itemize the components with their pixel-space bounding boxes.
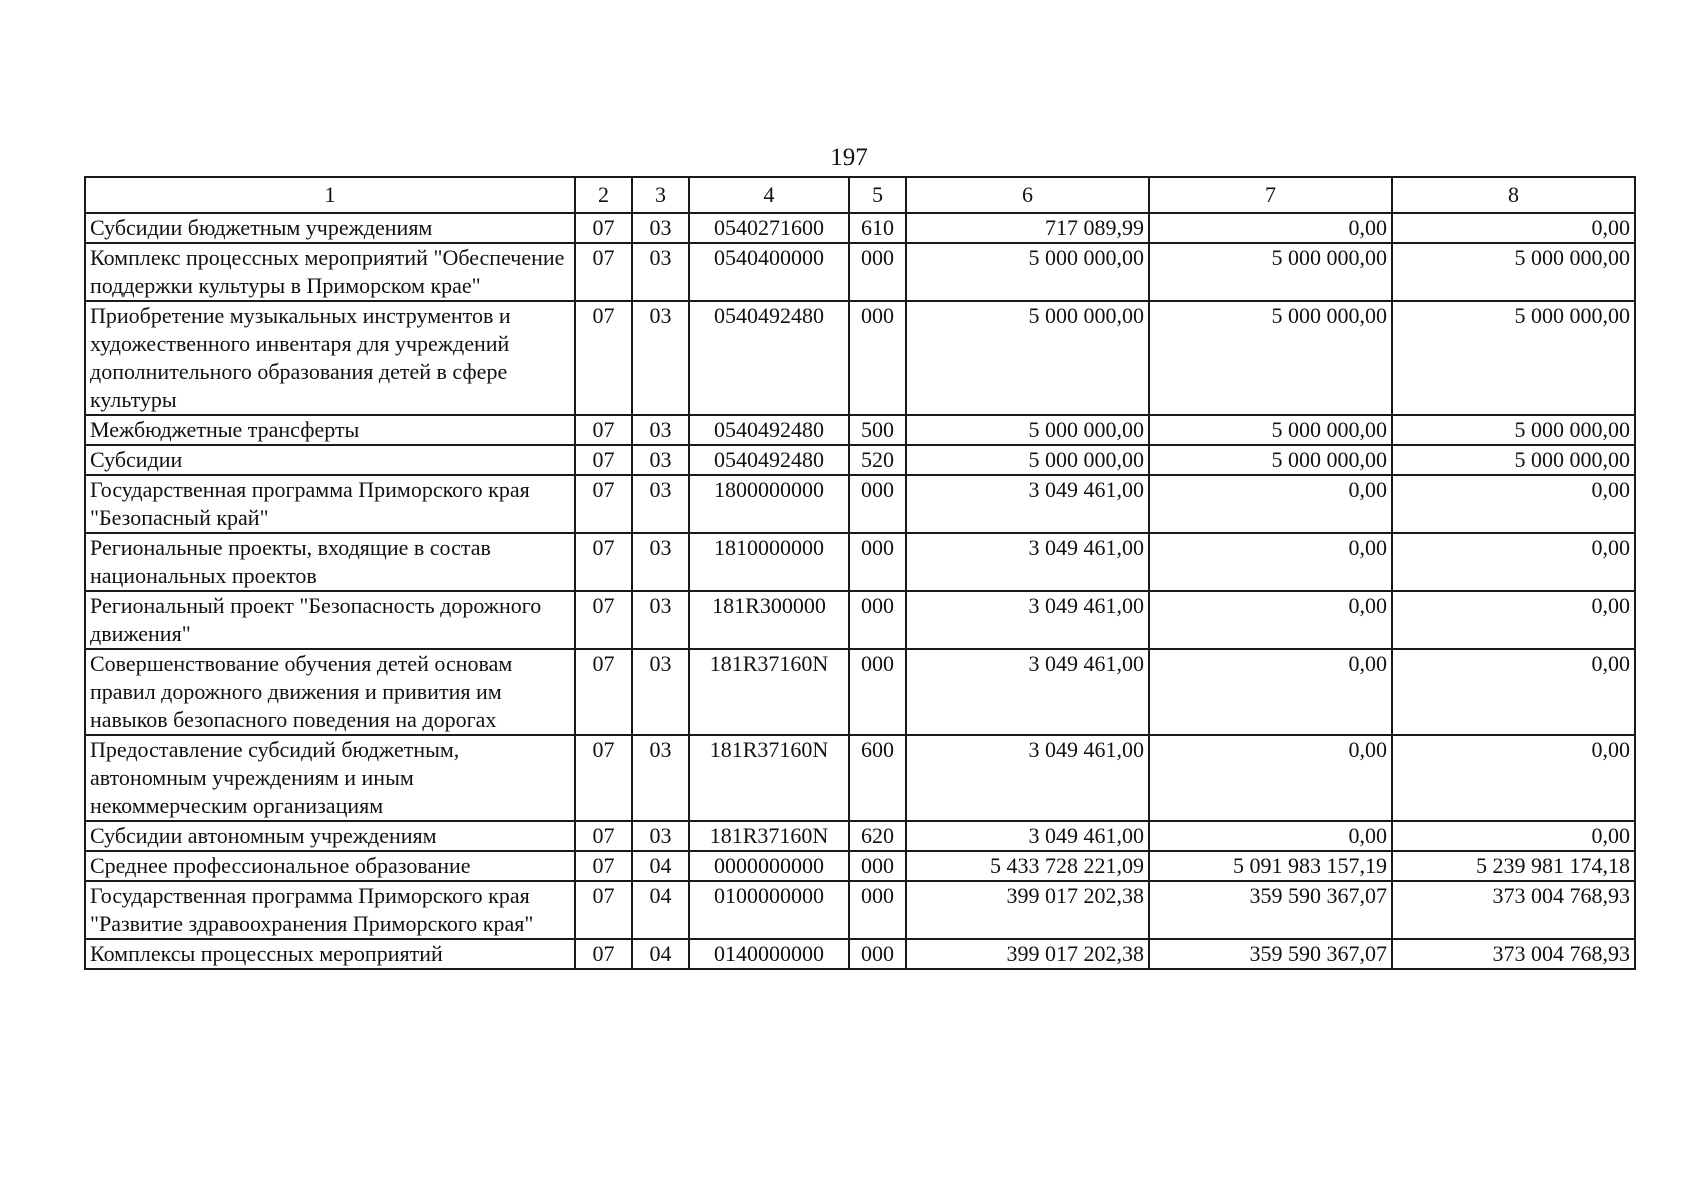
amount-col6-cell: 3 049 461,00	[906, 591, 1149, 649]
expense-type-cell: 000	[849, 649, 906, 735]
target-article-cell: 1810000000	[689, 533, 849, 591]
section-code-cell: 07	[575, 591, 632, 649]
amount-col6-cell: 3 049 461,00	[906, 533, 1149, 591]
amount-col6-cell: 5 000 000,00	[906, 243, 1149, 301]
amount-col6-cell: 5 000 000,00	[906, 301, 1149, 415]
subsection-code-cell: 03	[632, 821, 689, 851]
subsection-code-cell: 03	[632, 301, 689, 415]
amount-col8-cell: 5 000 000,00	[1392, 445, 1635, 475]
target-article-cell: 0540492480	[689, 415, 849, 445]
table-row	[85, 243, 1635, 301]
table-header-row	[85, 177, 1635, 213]
amount-col7-cell: 5 000 000,00	[1149, 301, 1392, 415]
row-name-cell: Комплексы процессных мероприятий	[85, 939, 575, 969]
target-article-cell: 0100000000	[689, 881, 849, 939]
amount-col7-cell: 359 590 367,07	[1149, 939, 1392, 969]
amount-col8-cell: 373 004 768,93	[1392, 939, 1635, 969]
amount-col8-cell: 5 000 000,00	[1392, 301, 1635, 415]
column-header: 3	[632, 177, 689, 213]
row-name-cell: Предоставление субсидий бюджетным, автономным учреждениям и иным некоммерческим организациям	[85, 735, 575, 821]
target-article-cell: 181R37160N	[689, 821, 849, 851]
amount-col6-cell: 3 049 461,00	[906, 475, 1149, 533]
amount-col7-cell: 0,00	[1149, 821, 1392, 851]
subsection-code-cell: 04	[632, 851, 689, 881]
table-row	[85, 533, 1635, 591]
row-name-cell: Субсидии автономным учреждениям	[85, 821, 575, 851]
row-name-cell: Совершенствование обучения детей основам правил дорожного движения и привития им навыков безопасного поведения на дорогах	[85, 649, 575, 735]
target-article-cell: 181R37160N	[689, 649, 849, 735]
expense-type-cell: 000	[849, 881, 906, 939]
row-name-cell: Государственная программа Приморского края "Развитие здравоохранения Приморского края"	[85, 881, 575, 939]
section-code-cell: 07	[575, 243, 632, 301]
expense-type-cell: 000	[849, 939, 906, 969]
expense-type-cell: 000	[849, 533, 906, 591]
subsection-code-cell: 03	[632, 243, 689, 301]
expense-type-cell: 600	[849, 735, 906, 821]
row-name-cell: Среднее профессиональное образование	[85, 851, 575, 881]
table-row	[85, 735, 1635, 821]
amount-col8-cell: 0,00	[1392, 213, 1635, 243]
column-header: 2	[575, 177, 632, 213]
budget-table	[84, 176, 1636, 970]
amount-col7-cell: 0,00	[1149, 533, 1392, 591]
amount-col8-cell: 5 239 981 174,18	[1392, 851, 1635, 881]
target-article-cell: 0540492480	[689, 301, 849, 415]
section-code-cell: 07	[575, 301, 632, 415]
row-name-cell: Субсидии бюджетным учреждениям	[85, 213, 575, 243]
table-row	[85, 415, 1635, 445]
target-article-cell: 1800000000	[689, 475, 849, 533]
table-row	[85, 301, 1635, 415]
table-row	[85, 851, 1635, 881]
amount-col6-cell: 5 000 000,00	[906, 415, 1149, 445]
amount-col8-cell: 0,00	[1392, 821, 1635, 851]
amount-col6-cell: 5 433 728 221,09	[906, 851, 1149, 881]
amount-col6-cell: 717 089,99	[906, 213, 1149, 243]
subsection-code-cell: 03	[632, 213, 689, 243]
amount-col7-cell: 5 091 983 157,19	[1149, 851, 1392, 881]
table-row	[85, 939, 1635, 969]
amount-col6-cell: 3 049 461,00	[906, 735, 1149, 821]
expense-type-cell: 000	[849, 243, 906, 301]
section-code-cell: 07	[575, 939, 632, 969]
target-article-cell: 0140000000	[689, 939, 849, 969]
column-header: 8	[1392, 177, 1635, 213]
section-code-cell: 07	[575, 475, 632, 533]
row-name-cell: Региональные проекты, входящие в состав национальных проектов	[85, 533, 575, 591]
expense-type-cell: 610	[849, 213, 906, 243]
target-article-cell: 181R300000	[689, 591, 849, 649]
expense-type-cell: 620	[849, 821, 906, 851]
section-code-cell: 07	[575, 533, 632, 591]
amount-col7-cell: 5 000 000,00	[1149, 445, 1392, 475]
row-name-cell: Государственная программа Приморского края "Безопасный край"	[85, 475, 575, 533]
table-row	[85, 213, 1635, 243]
amount-col6-cell: 3 049 461,00	[906, 821, 1149, 851]
amount-col6-cell: 3 049 461,00	[906, 649, 1149, 735]
row-name-cell: Приобретение музыкальных инструментов и художественного инвентаря для учреждений дополнительного образования детей в сфере культуры	[85, 301, 575, 415]
expense-type-cell: 000	[849, 591, 906, 649]
amount-col8-cell: 373 004 768,93	[1392, 881, 1635, 939]
amount-col7-cell: 0,00	[1149, 475, 1392, 533]
table-row	[85, 821, 1635, 851]
amount-col8-cell: 0,00	[1392, 533, 1635, 591]
amount-col6-cell: 399 017 202,38	[906, 939, 1149, 969]
amount-col6-cell: 5 000 000,00	[906, 445, 1149, 475]
amount-col7-cell: 0,00	[1149, 591, 1392, 649]
column-header: 5	[849, 177, 906, 213]
subsection-code-cell: 04	[632, 881, 689, 939]
section-code-cell: 07	[575, 851, 632, 881]
subsection-code-cell: 03	[632, 415, 689, 445]
expense-type-cell: 500	[849, 415, 906, 445]
expense-type-cell: 000	[849, 851, 906, 881]
amount-col7-cell: 0,00	[1149, 213, 1392, 243]
table-row	[85, 475, 1635, 533]
section-code-cell: 07	[575, 415, 632, 445]
table-row	[85, 881, 1635, 939]
expense-type-cell: 520	[849, 445, 906, 475]
table-row	[85, 591, 1635, 649]
subsection-code-cell: 03	[632, 649, 689, 735]
subsection-code-cell: 03	[632, 475, 689, 533]
subsection-code-cell: 03	[632, 533, 689, 591]
target-article-cell: 0540271600	[689, 213, 849, 243]
target-article-cell: 0540400000	[689, 243, 849, 301]
amount-col7-cell: 359 590 367,07	[1149, 881, 1392, 939]
section-code-cell: 07	[575, 821, 632, 851]
section-code-cell: 07	[575, 735, 632, 821]
column-header: 1	[85, 177, 575, 213]
target-article-cell: 0540492480	[689, 445, 849, 475]
section-code-cell: 07	[575, 213, 632, 243]
page-number: 197	[830, 144, 868, 171]
amount-col7-cell: 0,00	[1149, 649, 1392, 735]
amount-col7-cell: 5 000 000,00	[1149, 415, 1392, 445]
column-header: 6	[906, 177, 1149, 213]
target-article-cell: 0000000000	[689, 851, 849, 881]
expense-type-cell: 000	[849, 301, 906, 415]
column-header: 4	[689, 177, 849, 213]
amount-col8-cell: 0,00	[1392, 475, 1635, 533]
amount-col7-cell: 5 000 000,00	[1149, 243, 1392, 301]
amount-col7-cell: 0,00	[1149, 735, 1392, 821]
amount-col8-cell: 0,00	[1392, 591, 1635, 649]
table-row	[85, 649, 1635, 735]
table-row	[85, 445, 1635, 475]
amount-col8-cell: 0,00	[1392, 735, 1635, 821]
section-code-cell: 07	[575, 881, 632, 939]
amount-col6-cell: 399 017 202,38	[906, 881, 1149, 939]
table-body	[85, 213, 1635, 969]
expense-type-cell: 000	[849, 475, 906, 533]
amount-col8-cell: 0,00	[1392, 649, 1635, 735]
amount-col8-cell: 5 000 000,00	[1392, 243, 1635, 301]
subsection-code-cell: 04	[632, 939, 689, 969]
row-name-cell: Региональный проект "Безопасность дорожного движения"	[85, 591, 575, 649]
section-code-cell: 07	[575, 445, 632, 475]
row-name-cell: Субсидии	[85, 445, 575, 475]
subsection-code-cell: 03	[632, 735, 689, 821]
section-code-cell: 07	[575, 649, 632, 735]
column-header: 7	[1149, 177, 1392, 213]
target-article-cell: 181R37160N	[689, 735, 849, 821]
row-name-cell: Комплекс процессных мероприятий "Обеспечение поддержки культуры в Приморском крае"	[85, 243, 575, 301]
subsection-code-cell: 03	[632, 445, 689, 475]
subsection-code-cell: 03	[632, 591, 689, 649]
row-name-cell: Межбюджетные трансферты	[85, 415, 575, 445]
amount-col8-cell: 5 000 000,00	[1392, 415, 1635, 445]
